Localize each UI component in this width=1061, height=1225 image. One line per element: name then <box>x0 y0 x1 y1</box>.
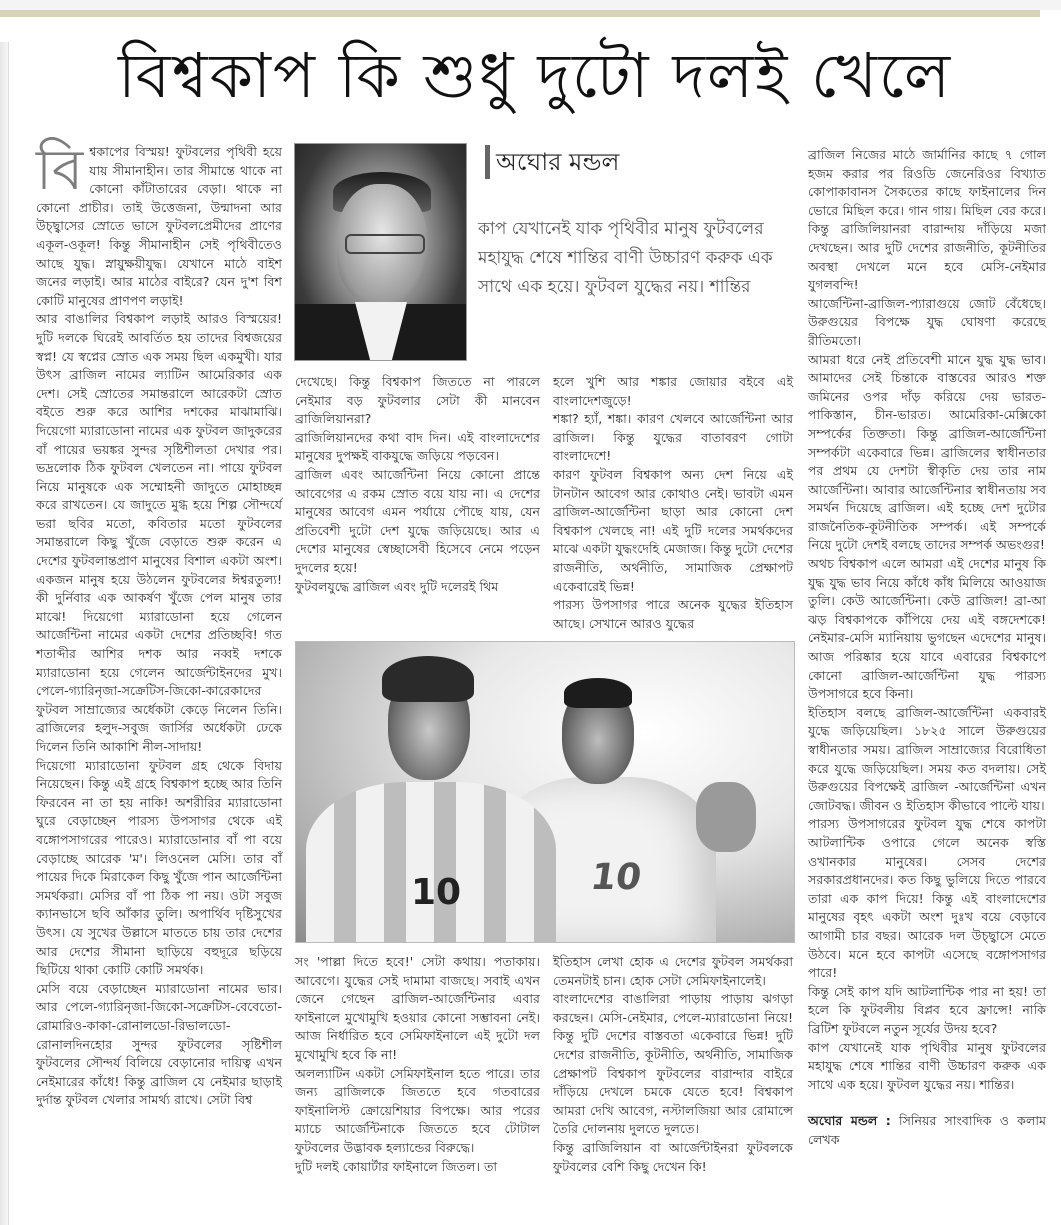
paragraph: ইতিহাস বলছে ব্রাজিল-আর্জেন্টিনা একবারই যুদ্ধে জড়িয়েছিল। ১৮২৫ সালে উরুগুয়ের স্বাধীনতার সময়। ব্রাজিল সাম্রাজ্যের বিরোধিতা করে যুদ্ধে জড়িয়েছিল। সময় কত বদলায়। সেই উরুগুয়ের বিপক্ষেই ব্রাজিল -আর্জেন্টিনা এখন জোটবদ্ধ। জীবন ও ইতিহাস কীভাবে পাল্টে যায়। <box>808 704 1046 813</box>
paragraph: বাংলাদেশের বাঙালিরা পাড়ায় পাড়ায় ঝগড়া করছেন। মেসি-নেইমার, পেলে-ম্যারাডোনা নিয়ে! কিন্তু দুটি দেশের বাস্তবতা একেবারে ভিন্ন! দুটি দেশের রাজনীতি, কূটনীতি, অর্থনীতি, সামাজিক প্রেক্ষাপট বিশ্বকাপ ফুটবলের বারান্দার বাইরে দাঁড়িয়ে দেখলে চমকে যেতে হবে! বিশ্বকাপ আমরা দেখি আবেগ, নস্টালজিয়া আর রোমান্সে তৈরি দোলনায় দুলতে দুলতে। <box>553 991 793 1137</box>
messi-hair <box>382 656 474 702</box>
paragraph: দিয়েগো ম্যারাডোনা ফুটবল গ্রহ থেকে বিদায় নিয়েছেন। কিন্তু এই গ্রহে বিশ্বকাপ হচ্ছে আর তিনি ফিরবেন না তা হয় নাকি! অশরীরির ম্যারাডোনা ঘুরে বেড়াচ্ছেন পারস্য উপসাগর থেকে এই বঙ্গোপসাগরের পারেও। ম্যারাডোনার বাঁ পা বয়ে বেড়াচ্ছে আরেক 'ম'। লিওনেল মেসি। তার বাঁ পায়ের দিকে মিরাকেল কিছু খুঁজে পান আর্জেন্টিনা সমর্থকরা। মেসির বাঁ পা ঠিক পা নয়। ওটা সবুজ ক্যানভাসে ছবি আঁকার তুলি। অপার্থিব দৃষ্টিসুখের উৎস। যে সুখের উল্লাসে মাততে চায় তার দেশের আর দেশের সীমানা ছাড়িয়ে বহুদূরে ছড়িয়ে ছিটিয়ে থাকা কোটি কোটি সমর্থক। <box>36 757 282 978</box>
pull-quote: কাপ যেখানেই যাক পৃথিবীর মানুষ ফুটবলের মহাযুদ্ধ শেষে শান্তির বাণী উচ্চারণ করুক এক সাথে এক হয়ে। ফুটবল যুদ্ধের নয়। শান্তির <box>478 219 773 297</box>
byline-author: অঘোর মন্ডল <box>485 145 619 179</box>
paragraph: আর বাঙালির বিশ্বকাপ লড়াই আরও বিস্ময়ের! দুটি দলকে ঘিরেই আবর্তিত হয় তাদের বিশ্বজয়ের স্বপ্ন! যে স্বপ্নের স্রোত এক সময় ছিল একমুখী। যার উৎস ব্রাজিল নামের ল্যাটিন আমেরিকার এক দেশ। সেই স্রোতের সমান্তরালে আরেকটা স্রোত বইতে শুরু করে আশির দশকের মাঝামাঝি। দিয়েগো ম্যারাডোনা নামের এক ফুটবল জাদুকরের বাঁ পায়ের ভয়ঙ্কর সুন্দর সৃষ্টিশীলতা দেখার পর। ভদ্রলোক ঠিক ফুটবল খেলতেন না। পায়ে ফুটবল নিয়ে মানুষকে এক সম্মোহনী জাদুতে মোহাচ্ছন্ন করে রাখতেন। যে জাদুতে মুগ্ধ হয়ে শিল্প সৌন্দর্যে ভরা ছবির মতো, কবিতার মতো ফুটবলের সমান্তরালে কিছু খুঁজে বেড়াতে শুরু করেন এ দেশের ফুটবলান্তপ্রাণ মানুষের বিশাল একটা অংশ। একজন মানুষ হয়ে উঠলেন ফুটবলের ঈশ্বরতুল্য! কী দুর্নিবার এক আকর্ষণ খুঁজে পেল মানুষ তার মাঝে! দিয়েগো ম্যারাডোনা হয়ে গেলেন আর্জেন্টিনা নামের একটা দেশের প্রতিচ্ছবি! গত শতাব্দীর আশির দশক আর নব্বই দশকে ম্যারাডোনা হয়ে গেলেন আর্জেন্টাইনদের মুখ। পেলে-গ্যারিনৃজা-সক্রেটিস-জিকো-কারেকাদের ফুটবল সাম্রাজ্যের অর্ধেকটা কেড়ে নিলেন তিনি। ব্রাজিলের হলুদ-সবুজ জার্সির অর্ধেকটা ঢেকে দিলেন তিনি আকাশি নীল-সাদায়! <box>36 311 282 754</box>
paragraph: আর্জেন্টিনা-ব্রাজিল-প্যারাগুয়ে জোট বেঁধেছে। উরুগুয়ের বিপক্ষে যুদ্ধ ঘোষণা করেছে রীতিমতো। <box>808 295 1046 348</box>
jersey-number-right: 10 <box>588 857 644 898</box>
paragraph: সং 'পাল্লা দিতে হবে!' সেটা কথায়। পতাকায়। আবেগে। যুদ্ধের সেই দামামা বাজছে। সবাই এখন জেনে গেছেন ব্রাজিল-আর্জেন্টিনার এবার ফাইনালে মুখোমুখি হওয়ার কোনো সম্ভাবনা নেই। আজ নির্ধারিত হবে সেমিফাইনালে এই দুটো দল মুখোমুখি হবে কি না! <box>295 954 540 1062</box>
headline: বিশ্বকাপ কি শুধু দুটো দলই খেলে <box>117 39 953 112</box>
paragraph-text: শ্বকাপের বিস্ময়! ফুটবলের পৃথিবী হয়ে যায় সীমানাহীন। তার সীমান্তে থাকে না কোনো কাঁটাতারের বেড়া। থাকে না কোনো প্রাচীর। তাই উত্তেজনা, উন্মাদনা আর উচ্ছ্বাসের স্রোতে ভাসে ফুটবলপ্রেমীদের প্রাণের একূল-ওকূল! কিন্তু সীমানাহীন সেই পৃথিবীতেও আছে যুদ্ধ। স্নায়ুক্ষয়ীযুদ্ধ। যেখানে মাঠে বাইশ জনের লড়াই। আর মাঠের বাইরে? যেন দু'শ বিশ কোটি মানুষের প্রাণপণ লড়াই! <box>36 144 282 308</box>
paragraph: ফুটবলযুদ্ধে ব্রাজিল এবং দুটি দলেরই থিম <box>295 578 499 594</box>
drop-cap: বি <box>36 138 84 203</box>
top-strip <box>0 0 1061 10</box>
paragraph: ব্রাজিল এবং আর্জেন্টিনা নিয়ে কোনো প্রান্তে আবেগের এ রকম স্রোত বয়ে যায় না। এ দেশের মানুষের আবেগ এমন পর্যায়ে পৌছে যায়, যেন প্রতিবেশী দুটো দেশ যুদ্ধে জড়িয়েছে। আর এ দেশের মানুষের স্বেচ্ছাসেবী হিসেবে নেমে পড়েন দুদলের হয়ে! <box>295 466 540 575</box>
signature-role: সিনিয়র সাংবাদিক ও কলাম লেখক <box>808 1113 1046 1147</box>
paragraph: দেখেছে। কিন্তু বিশ্বকাপ জিততে না পারলে নেইমার বড় ফুটবলার সেটা কী মানবেন ব্রাজিলিয়ানরা? <box>295 374 540 427</box>
author-glasses <box>345 234 425 254</box>
column-2-top <box>295 373 540 596</box>
neymar-hair <box>564 678 632 708</box>
paragraph: ইতিহাস লেখা হোক এ দেশের ফুটবল সমর্থকরা তেমনটাই চান। হোক সেটা সেমিফাইনালেই। <box>553 954 793 988</box>
paragraph: কারণ ফুটবল বিশ্বকাপ অন্য দেশ নিয়ে এই টানটান আবেগ আর কোথাও নেই। ভাবটা এমন ব্রাজিল-আর্জেন্টিনা ছাড়া আর কোনো দেশ বিশ্বকাপ খেলছে না! এই দুটি দলের সমর্থকদের মাঝে একটা যুদ্ধংদেহি মেজাজ। কিন্তু দুটো দেশের রাজনীতি, অর্থনীতি, সামাজিক প্রেক্ষাপট একেবারেই ভিন্ন! <box>553 466 793 594</box>
paragraph: ব্রাজিলিয়ানদের কথা বাদ দিন। এই বাংলাদেশের মানুষের দুপক্ষই বাকযুদ্ধে জড়িয়ে পড়বেন। <box>295 429 540 464</box>
signature-name: অঘোর মন্ডল : <box>808 1113 891 1129</box>
column-3-bottom <box>553 953 793 1176</box>
paragraph: পারস্য উপসাগর পারে অনেক যুদ্ধের ইতিহাস আছে। সেখানে আরও যুদ্ধের <box>553 597 793 631</box>
column-1 <box>36 138 282 1110</box>
paragraph: ব্রাজিল নিজের মাঠে জার্মানির কাছে ৭ গোল হজম করার পর রিওডি জেনেরিওর বিখ্যাত কোপাকাবানস সৈকতের কাছে ফাইনালের দিন ভোরে মিছিল করে। গান গায়। মিছিল বের করে। কিন্তু ব্রাজিলিয়ানরা বারান্দায় দাঁড়িয়ে মজা দেখছেন। আর দুটি দেশের রাজনীতি, কূটনীতির অবস্থা দেখলে মনে হবে মেসি-নেইমার যুগলবন্দি! <box>808 147 1046 293</box>
paragraph: অলল্যাটিন একটা সেমিফাইনাল হতে পারে। তার জন্য ব্রাজিলকে জিততে হবে গতবারের ফাইনালিস্ট ক্রোয়েশিয়ার বিপক্ষে। আর পরের ম্যাচে আর্জেন্টিনাকে জিততে হবে টোটাল ফুটবলের উদ্ভাবক হল্যান্ডের বিরুদ্ধে। <box>295 1065 540 1155</box>
paragraph: আমরা ধরে নেই প্রতিবেশী মানে যুদ্ধ যুদ্ধ ভাব। আমাদের সেই চিন্তাকে বাস্তবের আরও শক্ত জমিনের ওপর দাঁড় করিয়ে দেয় ভারত-পাকিস্তান, চীন-ভারত। আমেরিকা-মেক্সিকো সম্পর্কের তিক্ততা। কিন্তু ব্রাজিল-আর্জেন্টিনা সম্পর্কটা একেবারে ভিন্ন। ব্রাজিলের স্বাধীনতার পর প্রথম যে দেশটা স্বীকৃতি দেয় তার নাম আর্জেন্টিনা। আবার আর্জেন্টিনার স্বাধীনতায় সব সমর্থন দিয়েছে ব্রাজিল। এই হচ্ছে দেশ দুটোর রাজনৈতিক-কূটনীতিক সম্পর্ক। এই সম্পর্কে নিয়ে দুটো দেশই বলছে তাদের সম্পর্ক অভংগুর! <box>808 351 1046 553</box>
paragraph: হলে খুশি আর শঙ্কার জোয়ার বইবে এই বাংলাদেশজুড়ে! <box>553 374 793 408</box>
author-signature <box>808 1112 1046 1149</box>
paragraph: দুটি দলই কোয়ার্টার ফাইনালে জিতল। তা <box>295 1158 498 1174</box>
neymar-hand <box>696 782 756 852</box>
players-photo <box>295 641 795 943</box>
author-photo <box>294 143 467 361</box>
paragraph: কাপ যেখানেই যাক পৃথিবীর মানুষ ফুটবলের মহাযুদ্ধ শেষে শান্তির বাণী উচ্চারণ করুক এক সাথে এক হয়ে। ফুটবল যুদ্ধের নয়। শান্তির। <box>808 1039 1046 1092</box>
messi-jersey <box>306 782 556 943</box>
paragraph: শঙ্কা? হ্যাঁ, শঙ্কা। কারণ খেলবে আর্জেন্টিনা আর ব্রাজিল। কিন্তু যুদ্ধের বাতাবরণ গোটা বাংলাদেশে! <box>553 411 793 464</box>
paragraph: কিন্তু ব্রাজিলিয়ান বা আর্জেন্টাইনরা ফুটবলকে ফুটবলের বেশি কিছু দেখেন কি! <box>553 1139 793 1174</box>
jersey-number-left: 10 <box>411 872 462 913</box>
top-rule <box>0 10 1040 17</box>
column-2-bottom <box>295 953 540 1176</box>
column-3-top <box>553 373 793 633</box>
paragraph: পারস্য উপসাগরের ফুটবল যুদ্ধ শেষে কাপটা আটলান্টিক ওপারে গেলে অনেক স্বস্তি ওখানকার মানুষের। সেসব দেশের সরকারপ্রধানদের। কত কিছু ভুলিয়ে দিতে পারবে তারা এক কাপ দিয়ে! কিন্তু এই বাংলাদেশের মানুষের বৃহৎ একটা অংশ দুঃখ বয়ে বেড়াবে আগামী চার বছর। আরেক দল উচ্ছ্বাসে মেতে উঠবে। মনে হবে কাপটা এসেছে বঙ্গোপসাগর পারে! <box>808 816 1046 981</box>
paragraph: মেসি বয়ে বেড়াচ্ছেন ম্যারাডোনা নামের ভার। আর পেলে-গ্যারিনৃজা-জিকো-সক্রেটিস-বেবেতো-রোমারিও-কাকা-রোনালডো-রিভালডো-রোনালদিনহোর সুন্দর ফুটবলের সৃষ্টিশীল ফুটবলের সৌন্দর্য বিলিয়ে বেড়ানোর দায়িত্ব এখন নেইমারের কাঁধে! কিন্তু ব্রাজিল যে নেইমার ছাড়াই দুর্দান্ত ফুটবল খেলার সামর্থ্য রাখে। সেটা বিশ্ব <box>36 980 282 1108</box>
column-4 <box>808 146 1046 1149</box>
paragraph <box>36 138 282 310</box>
paragraph: কিন্তু সেই কাপ যদি আটলান্টিক পার না হয়! তা হলে কি ফুটবলীয় বিপ্লব হবে ফ্রান্সে! নাকি ব্রিটিশ ফুটবলে নতুন সূর্যের উদয় হবে? <box>808 983 1046 1036</box>
paragraph: অথচ বিশ্বকাপ এলে আমরা এই দেশের মানুষ কি যুদ্ধ যুদ্ধ ভাব নিয়ে কাঁধে কাঁধ মিলিয়ে আওয়াজ তুলি। কেউ আর্জেন্টিনা। কেউ ব্রাজিল! ব্রা-আ ঝড় বিশ্বকাপকে কাঁপিয়ে দেয় এই বঙ্গদেশকে! নেইমার-মেসি ম্যানিয়ায় ভুগছেন এদেশের মানুষ। আজ পরিষ্কার হয়ে যাবে এবারের বিশ্বকাপে কোনো ব্রাজিল-আর্জেন্টিনা যুদ্ধ পারস্য উপসাগরে হবে কিনা। <box>808 556 1046 702</box>
page-edge-shadow <box>0 42 9 1225</box>
